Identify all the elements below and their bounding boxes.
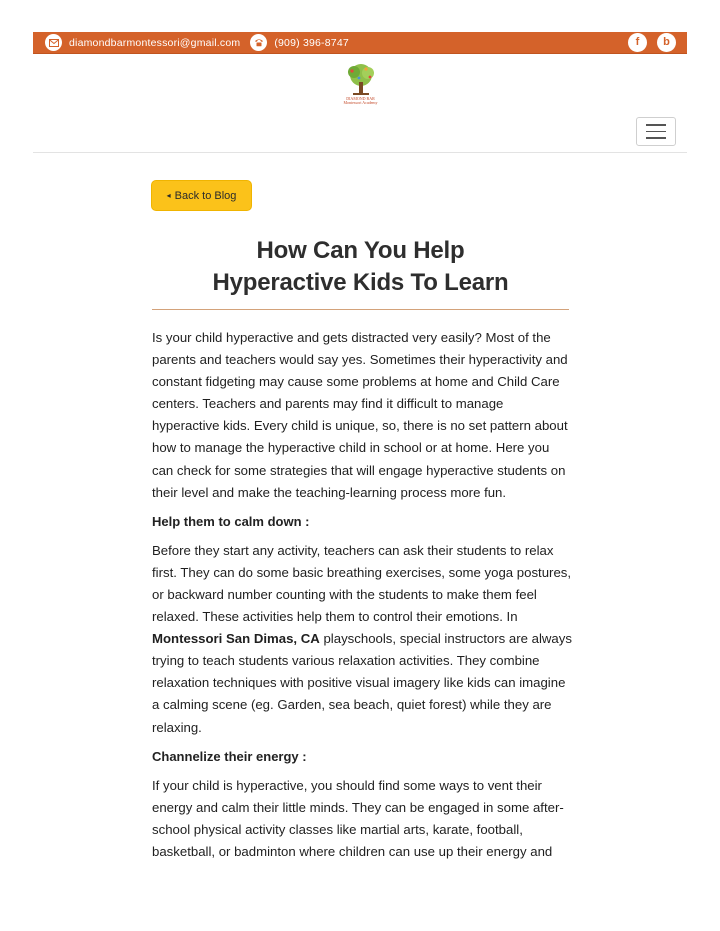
contact-topbar xyxy=(33,32,687,54)
section-paragraph: If your child is hyperactive, you should find some ways to vent their energy and calm their little minds. They can be engaged in some after-school physical activity classes like martial arts, karate, football, basketball, or badminton where children can use up their energy and xyxy=(152,777,564,859)
section-heading: Help them to calm down : xyxy=(152,513,310,529)
site-logo[interactable] xyxy=(338,62,383,114)
phone-icon xyxy=(250,34,267,51)
montessori-san-dimas-link[interactable]: Montessori San Dimas, CA xyxy=(152,631,320,647)
header-divider xyxy=(33,152,687,153)
section-paragraph: Before they start any activity, teachers can ask their students to relax first. They can do some basic breathing exercises, some yoga postures, or backward number counting with the students to make them feel relaxed. These activities help them to control their emotions. In Montessori San Dimas, CA playschools, special instructors are always trying to teach students various relaxation activities. They combine relaxation techniques with positive visual imagery like kids can imagine a calming scene (eg. Garden, sea beach, quiet forest) while they are relaxing. xyxy=(152,542,572,735)
social-links xyxy=(628,33,676,52)
tree-logo-icon xyxy=(342,62,380,96)
intro-paragraph: Is your child hyperactive and gets distracted very easily? Most of the parents and teachers would say yes. Sometimes their hyperactivity and constant fidgeting may cause some problems at home and Child Care centers. Teachers and parents may find it difficult to manage hyperactive kids. Every child is unique, so, there is no set pattern about how to manage the hyperactive child in school or at home. Here you can check for some strategies that will engage hyperactive students on their level and make the teaching-learning process more fun. xyxy=(152,330,568,500)
back-to-blog-label: Back to Blog xyxy=(174,189,237,202)
email-link[interactable]: diamondbarmontessori@gmail.com xyxy=(69,36,241,49)
facebook-icon[interactable]: f xyxy=(628,33,647,52)
hamburger-menu-icon xyxy=(646,124,666,126)
section-heading: Channelize their energy : xyxy=(152,748,307,764)
article-title: How Can You Help Hyperactive Kids To Learn xyxy=(212,237,509,296)
blogger-icon[interactable]: b xyxy=(657,33,676,52)
back-to-blog-button[interactable] xyxy=(151,180,252,211)
logo-text: DIAMOND BAR Montessori Academy xyxy=(343,96,378,106)
hamburger-menu-button[interactable] xyxy=(636,117,676,146)
title-divider xyxy=(152,309,569,310)
caret-left-icon: ◂ xyxy=(166,191,171,200)
article-body xyxy=(152,327,572,863)
envelope-icon xyxy=(45,34,62,51)
phone-link[interactable]: (909) 396-8747 xyxy=(274,36,349,49)
